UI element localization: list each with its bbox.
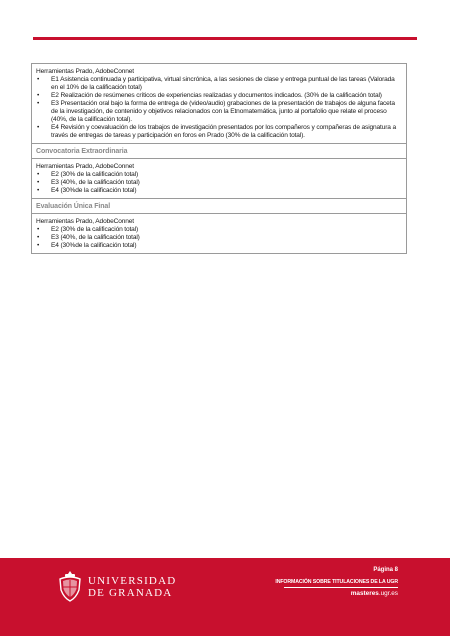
list-item-text: E1 Asistencia continuada y participativa, virtual sincrónica, a las sesiones de clase y entrega puntual de las tareas (Valorada en el 10% de la calificación total): [51, 76, 395, 91]
tools-line: Herramientas Prado, AdobeConnet: [36, 218, 134, 225]
section-body: [32, 64, 406, 143]
bullet-icon: •: [37, 124, 40, 131]
criteria-list: [36, 226, 402, 250]
section-body: [32, 213, 406, 253]
criteria-list: [36, 171, 402, 195]
list-item-text: E2 Realización de resúmenes críticos de experiencias realizadas y documentos indicados. (30% de la calificación total): [51, 92, 382, 99]
bullet-icon: •: [37, 76, 40, 83]
list-item-text: E3 (40%, de la calificación total): [51, 234, 140, 241]
university-crest-icon: [58, 570, 82, 603]
site-bold: masteres: [350, 590, 379, 597]
footer-divider: [284, 587, 398, 588]
list-item-text: E4 (30%de la calificación total): [51, 187, 137, 194]
section-extraordinaria: [32, 143, 406, 198]
list-item-text: E2 (30% de la calificación total): [51, 226, 139, 233]
site-rest: .ugr.es: [378, 590, 398, 597]
list-item-text: E3 (40%, de la calificación total): [51, 179, 140, 186]
list-item: [36, 171, 402, 179]
university-name: [88, 575, 176, 599]
bullet-icon: •: [37, 226, 40, 233]
list-item-text: E4 (30%de la calificación total): [51, 242, 137, 249]
section-body: [32, 158, 406, 198]
section-unica-final: [32, 198, 406, 253]
list-item: [36, 179, 402, 187]
list-item: [36, 100, 402, 124]
list-item: [36, 234, 402, 242]
criteria-list: [36, 76, 402, 140]
info-text: INFORMACIÓN SOBRE TITULACIONES DE LA UGR: [275, 579, 398, 585]
tools-line: Herramientas Prado, AdobeConnet: [36, 68, 134, 75]
bullet-icon: •: [37, 234, 40, 241]
list-item: [36, 92, 402, 100]
list-item-text: E4 Revisión y coevaluación de los trabajos de investigación presentados por los compañeros y compañeras de asignatura a través de entregas de tareas y participación en foros en Prado (30% de la calificación total).: [51, 124, 397, 139]
section-header: Convocatoria Extraordinaria: [32, 144, 406, 158]
university-name-line1: UNIVERSIDAD: [88, 575, 177, 587]
section-ordinaria: [32, 64, 406, 143]
bullet-icon: •: [37, 242, 40, 249]
university-name-line2: DE GRANADA: [88, 587, 173, 599]
list-item: [36, 187, 402, 195]
list-item: [36, 226, 402, 234]
list-item: [36, 124, 402, 140]
page-number: Página 8: [373, 567, 398, 573]
site-link[interactable]: [351, 590, 398, 597]
tools-line: Herramientas Prado, AdobeConnet: [36, 163, 134, 170]
list-item: [36, 76, 402, 92]
page-footer: [0, 558, 450, 636]
list-item-text: E3 Presentación oral bajo la forma de entrega de (video/audio) grabaciones de la presentación de trabajos de alguna faceta de la investigación, de contenido y objetivos relacionados con la Etnomatemática, junto al portafolio que relate el proceso (40%, de la calificación total).: [51, 100, 395, 123]
bullet-icon: •: [37, 187, 40, 194]
list-item: [36, 242, 402, 250]
bullet-icon: •: [37, 179, 40, 186]
bullet-icon: •: [37, 171, 40, 178]
section-header: Evaluación Única Final: [32, 199, 406, 213]
list-item-text: E2 (30% de la calificación total): [51, 171, 139, 178]
top-rule: [33, 37, 417, 40]
bullet-icon: •: [37, 92, 40, 99]
bullet-icon: •: [37, 100, 40, 107]
evaluation-table: [31, 63, 407, 254]
